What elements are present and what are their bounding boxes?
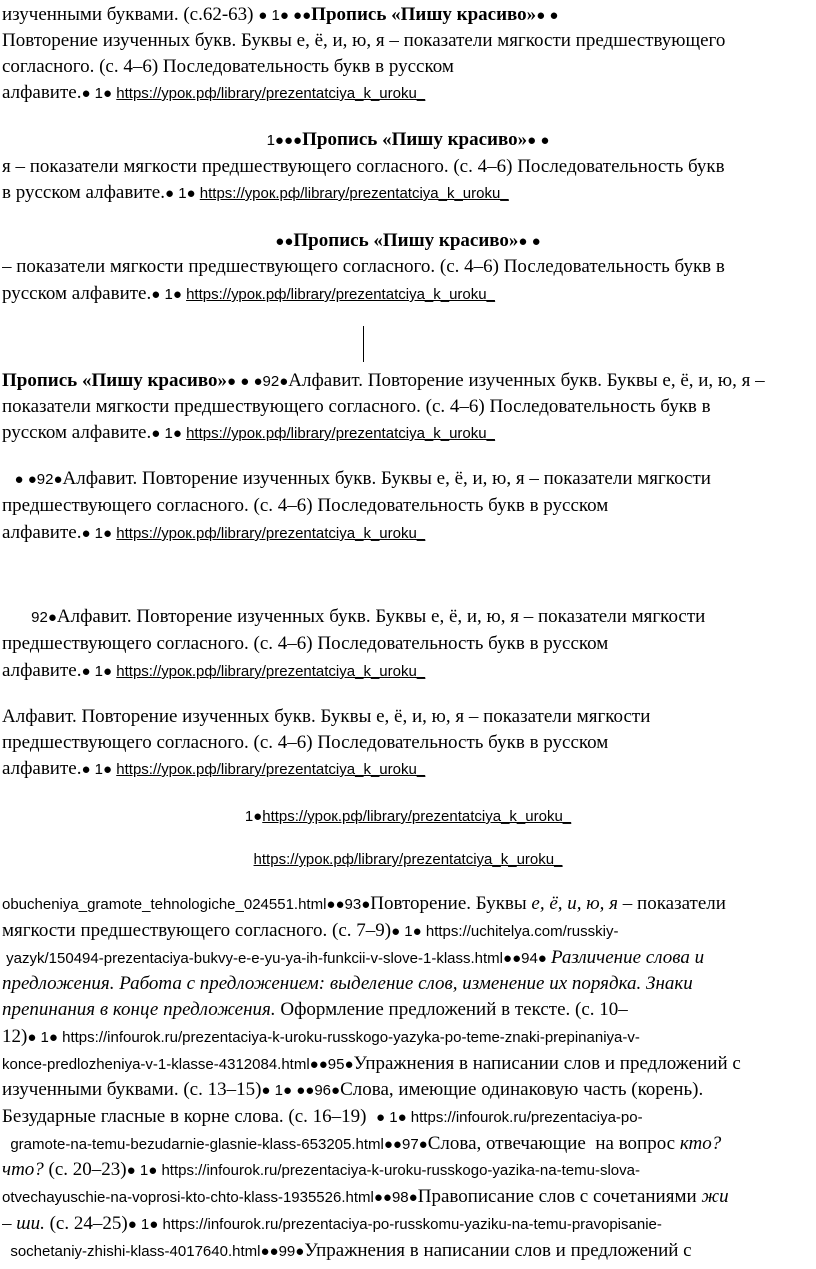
text-line: я – показатели мягкости предшествующего согласного. (с. 4–6) Последовательность букв	[2, 156, 725, 177]
text-line: Безударные гласные в корне слова. (с. 16–19) ● 1● https://infourok.ru/prezentaciya-po-	[2, 1106, 643, 1127]
text-line: 12)● 1● https://infourok.ru/prezentaciya-k-uroku-russkogo-yazyka-po-teme-znaki-prepinaniya-v-	[2, 1026, 640, 1047]
text-line: алфавите.● 1● https://урок.рф/library/prezentatciya_k_uroku_	[2, 660, 426, 681]
link[interactable]: https://урок.рф/library/prezentatciya_k_uroku_	[262, 808, 572, 825]
text-line: алфавите.● 1● https://урок.рф/library/prezentatciya_k_uroku_	[2, 522, 426, 543]
link[interactable]: https://урок.рф/library/prezentatciya_k_uroku_	[186, 425, 495, 442]
text-line: мягкости предшествующего согласного. (с. 7–9)● 1● https://uchitelya.com/russkiy-	[2, 920, 619, 941]
text-line: Алфавит. Повторение изученных букв. Буквы е, ё, и, ю, я – показатели мягкости	[2, 706, 651, 727]
link[interactable]: https://урок.рф/library/prezentatciya_k_uroku_	[116, 85, 426, 102]
text-line: алфавите.● 1● https://урок.рф/library/prezentatciya_k_uroku_	[2, 758, 426, 779]
text-line: otvechayuschie-na-voprosi-kto-chto-klass-1935526.html●●98●Правописание слов с сочетаниями жи	[2, 1186, 729, 1207]
text-line: sochetaniy-zhishi-klass-4017640.html●●99●Упражнения в написании слов и предложений с	[2, 1240, 692, 1261]
vertical-rule	[363, 326, 364, 362]
link[interactable]: https://урок.рф/library/prezentatciya_k_uroku_	[186, 286, 495, 303]
text-line: что? (с. 20–23)● 1● https://infourok.ru/prezentaciya-k-uroku-russkogo-yazika-na-temu-slova-	[2, 1159, 640, 1180]
link[interactable]: https://урок.рф/library/prezentatciya_k_uroku_	[116, 663, 426, 680]
text-line: ●●Пропись «Пишу красиво»● ●	[275, 230, 541, 251]
text-line: согласного. (с. 4–6) Последовательность букв в русском	[2, 56, 454, 77]
text-line: 92●Алфавит. Повторение изученных букв. Буквы е, ё, и, ю, я – показатели мягкости	[2, 606, 706, 627]
text-line: obucheniya_gramote_tehnologiche_024551.html●●93●Повторение. Буквы е, ё, и, ю, я – показатели	[2, 893, 726, 914]
text-line: показатели мягкости предшествующего согласного. (с. 4–6) Последовательность букв в	[2, 396, 711, 417]
link[interactable]: https://урок.рф/library/prezentatciya_k_uroku_	[116, 761, 426, 778]
text-line: yazyk/150494-prezentaciya-bukvy-e-e-yu-ya-ih-funkcii-v-slove-1-klass.html●●94● Различение слова и	[2, 947, 705, 968]
text-line: русском алфавите.● 1● https://урок.рф/library/prezentatciya_k_uroku_	[2, 422, 495, 443]
text-line: предложения. Работа с предложением: выделение слов, изменение их порядка. Знаки	[2, 973, 693, 994]
text-line: 1●https://урок.рф/library/prezentatciya_k_uroku_	[244, 808, 572, 825]
text-line: ● ●92●Алфавит. Повторение изученных букв. Буквы е, ё, и, ю, я – показатели мягкости	[2, 468, 711, 489]
text-line: препинания в конце предложения. Оформление предложений в тексте. (с. 10–	[2, 999, 628, 1020]
text-line: изученными буквами. (с.62-63) ● 1● ●●Пропись «Пишу красиво»● ●	[2, 4, 559, 25]
text-line: алфавите.● 1● https://урок.рф/library/prezentatciya_k_uroku_	[2, 82, 426, 103]
text-line: konce-predlozheniya-v-1-klasse-4312084.html●●95●Упражнения в написании слов и предложений с	[2, 1053, 741, 1074]
text-line: предшествующего согласного. (с. 4–6) Последовательность букв в русском	[2, 732, 609, 753]
text-line: изученными буквами. (с. 13–15)● 1● ●●96●Слова, имеющие одинаковую часть (корень).	[2, 1079, 704, 1100]
link[interactable]: https://урок.рф/library/prezentatciya_k_uroku_	[116, 525, 426, 542]
text-line: русском алфавите.● 1● https://урок.рф/library/prezentatciya_k_uroku_	[2, 283, 495, 304]
text-line: предшествующего согласного. (с. 4–6) Последовательность букв в русском	[2, 633, 609, 654]
text-line: gramote-na-temu-bezudarnie-glasnie-klass-653205.html●●97●Слова, отвечающие на вопрос кто?	[2, 1133, 722, 1154]
text-line: предшествующего согласного. (с. 4–6) Последовательность букв в русском	[2, 495, 609, 516]
text-line: Повторение изученных букв. Буквы е, ё, и, ю, я – показатели мягкости предшествующего	[2, 30, 726, 51]
text-line	[2, 846, 814, 873]
text-line: – показатели мягкости предшествующего согласного. (с. 4–6) Последовательность букв в	[2, 256, 725, 277]
text-line: в русском алфавите.● 1● https://урок.рф/library/prezentatciya_k_uroku_	[2, 182, 509, 203]
text-line: 1●●●Пропись «Пишу красиво»● ●	[266, 129, 550, 150]
link[interactable]: https://урок.рф/library/prezentatciya_k_uroku_	[199, 185, 509, 202]
link[interactable]: https://урок.рф/library/prezentatciya_k_uroku_	[253, 851, 563, 868]
text-line: – ши. (с. 24–25)● 1● https://infourok.ru/prezentaciya-po-russkomu-yaziku-na-temu-pravopisanie-	[2, 1213, 662, 1234]
text-line: Пропись «Пишу красиво»● ● ●92●Алфавит. Повторение изученных букв. Буквы е, ё, и, ю, я –	[2, 370, 765, 391]
